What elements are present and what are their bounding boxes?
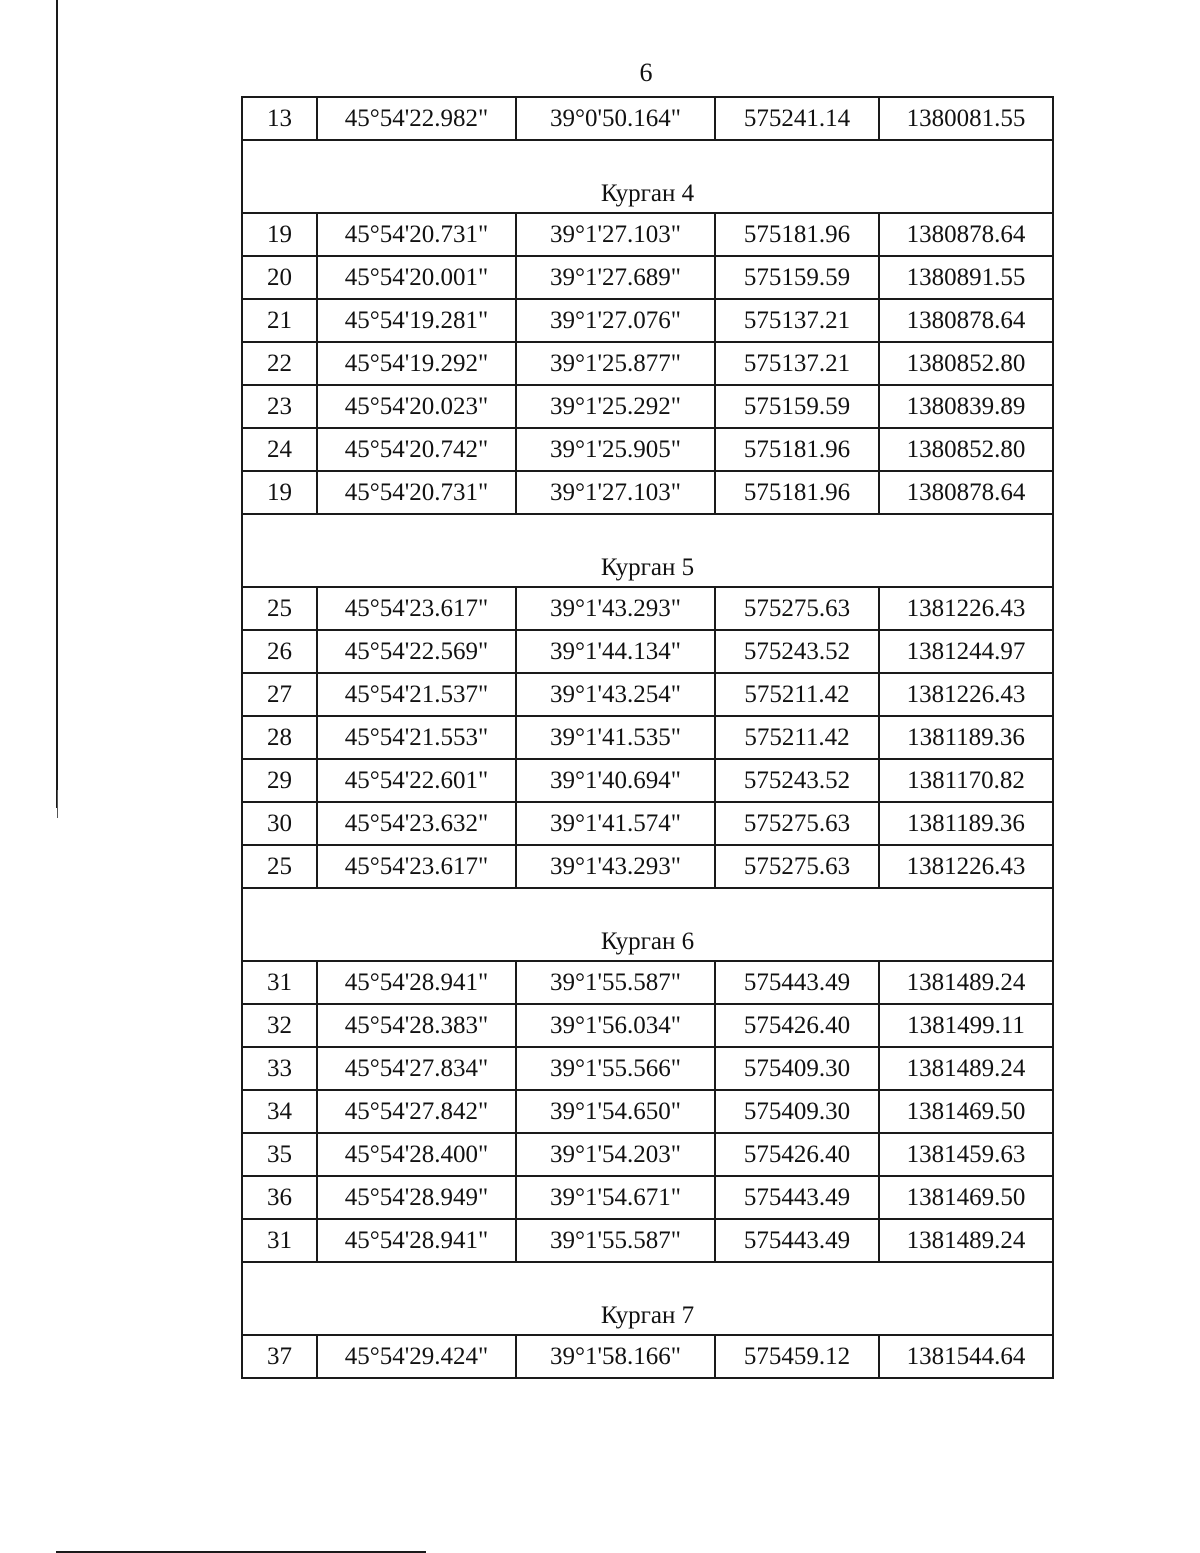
point-number-cell: 26: [242, 630, 317, 673]
y-coordinate-cell: 1380852.80: [879, 428, 1053, 471]
point-number-cell: 19: [242, 213, 317, 256]
latitude-cell: 45°54'28.941": [317, 961, 516, 1004]
table-row: [242, 299, 1053, 342]
latitude-cell: 45°54'27.834": [317, 1047, 516, 1090]
longitude-cell: 39°1'43.293": [516, 587, 715, 630]
longitude-cell: 39°1'56.034": [516, 1004, 715, 1047]
point-number-cell: 28: [242, 716, 317, 759]
y-coordinate-cell: 1381244.97: [879, 630, 1053, 673]
point-number-cell: 25: [242, 587, 317, 630]
y-coordinate-cell: 1381459.63: [879, 1133, 1053, 1176]
latitude-cell: 45°54'20.001": [317, 256, 516, 299]
table-row: [242, 716, 1053, 759]
point-number-cell: 24: [242, 428, 317, 471]
point-number-cell: 19: [242, 471, 317, 514]
longitude-cell: 39°1'54.671": [516, 1176, 715, 1219]
page-number: 6: [639, 58, 653, 87]
table-row: [242, 213, 1053, 256]
point-number-cell: 29: [242, 759, 317, 802]
x-coordinate-cell: 575243.52: [715, 630, 879, 673]
latitude-cell: 45°54'27.842": [317, 1090, 516, 1133]
longitude-cell: 39°1'27.076": [516, 299, 715, 342]
x-coordinate-cell: 575181.96: [715, 471, 879, 514]
coordinates-table-body: [242, 97, 1053, 1378]
latitude-cell: 45°54'19.292": [317, 342, 516, 385]
table-row: [242, 1335, 1053, 1378]
table-row: [242, 673, 1053, 716]
latitude-cell: 45°54'20.731": [317, 471, 516, 514]
latitude-cell: 45°54'22.569": [317, 630, 516, 673]
binding-margin-tick: [57, 790, 58, 818]
longitude-cell: 39°1'54.650": [516, 1090, 715, 1133]
table-row: [242, 587, 1053, 630]
latitude-cell: 45°54'23.617": [317, 587, 516, 630]
x-coordinate-cell: 575443.49: [715, 1219, 879, 1262]
y-coordinate-cell: 1381544.64: [879, 1335, 1053, 1378]
table-row: [242, 759, 1053, 802]
section-header-row: [242, 1262, 1053, 1335]
table-row: [242, 342, 1053, 385]
latitude-cell: 45°54'29.424": [317, 1335, 516, 1378]
longitude-cell: 39°1'58.166": [516, 1335, 715, 1378]
x-coordinate-cell: 575159.59: [715, 385, 879, 428]
latitude-cell: 45°54'20.742": [317, 428, 516, 471]
longitude-cell: 39°1'41.574": [516, 802, 715, 845]
table-row: [242, 1133, 1053, 1176]
section-header-row: [242, 888, 1053, 961]
table-row: [242, 1176, 1053, 1219]
longitude-cell: 39°1'25.292": [516, 385, 715, 428]
point-number-cell: 27: [242, 673, 317, 716]
table-row: [242, 845, 1053, 888]
y-coordinate-cell: 1381469.50: [879, 1176, 1053, 1219]
point-number-cell: 20: [242, 256, 317, 299]
point-number-cell: 32: [242, 1004, 317, 1047]
longitude-cell: 39°1'25.877": [516, 342, 715, 385]
y-coordinate-cell: 1381226.43: [879, 673, 1053, 716]
y-coordinate-cell: 1381469.50: [879, 1090, 1053, 1133]
latitude-cell: 45°54'19.281": [317, 299, 516, 342]
y-coordinate-cell: 1381226.43: [879, 587, 1053, 630]
y-coordinate-cell: 1381489.24: [879, 961, 1053, 1004]
longitude-cell: 39°1'27.689": [516, 256, 715, 299]
longitude-cell: 39°1'25.905": [516, 428, 715, 471]
section-title: Курган 4: [242, 140, 1053, 213]
x-coordinate-cell: 575241.14: [715, 97, 879, 140]
longitude-cell: 39°1'43.293": [516, 845, 715, 888]
section-title: Курган 7: [242, 1262, 1053, 1335]
point-number-cell: 35: [242, 1133, 317, 1176]
longitude-cell: 39°1'41.535": [516, 716, 715, 759]
latitude-cell: 45°54'23.617": [317, 845, 516, 888]
longitude-cell: 39°1'27.103": [516, 213, 715, 256]
x-coordinate-cell: 575443.49: [715, 1176, 879, 1219]
y-coordinate-cell: 1380878.64: [879, 471, 1053, 514]
x-coordinate-cell: 575211.42: [715, 716, 879, 759]
point-number-cell: 36: [242, 1176, 317, 1219]
y-coordinate-cell: 1381226.43: [879, 845, 1053, 888]
x-coordinate-cell: 575459.12: [715, 1335, 879, 1378]
longitude-cell: 39°1'55.566": [516, 1047, 715, 1090]
latitude-cell: 45°54'21.553": [317, 716, 516, 759]
y-coordinate-cell: 1380081.55: [879, 97, 1053, 140]
x-coordinate-cell: 575137.21: [715, 342, 879, 385]
section-title: Курган 6: [242, 888, 1053, 961]
table-row: [242, 428, 1053, 471]
longitude-cell: 39°0'50.164": [516, 97, 715, 140]
longitude-cell: 39°1'27.103": [516, 471, 715, 514]
x-coordinate-cell: 575243.52: [715, 759, 879, 802]
section-title: Курган 5: [242, 514, 1053, 587]
latitude-cell: 45°54'23.632": [317, 802, 516, 845]
x-coordinate-cell: 575275.63: [715, 845, 879, 888]
latitude-cell: 45°54'20.731": [317, 213, 516, 256]
x-coordinate-cell: 575211.42: [715, 673, 879, 716]
table-row: [242, 630, 1053, 673]
point-number-cell: 23: [242, 385, 317, 428]
longitude-cell: 39°1'54.203": [516, 1133, 715, 1176]
y-coordinate-cell: 1381189.36: [879, 802, 1053, 845]
point-number-cell: 33: [242, 1047, 317, 1090]
longitude-cell: 39°1'55.587": [516, 1219, 715, 1262]
coordinates-table: [241, 96, 1054, 1379]
latitude-cell: 45°54'28.949": [317, 1176, 516, 1219]
x-coordinate-cell: 575181.96: [715, 428, 879, 471]
longitude-cell: 39°1'40.694": [516, 759, 715, 802]
latitude-cell: 45°54'20.023": [317, 385, 516, 428]
x-coordinate-cell: 575409.30: [715, 1090, 879, 1133]
y-coordinate-cell: 1381489.24: [879, 1047, 1053, 1090]
latitude-cell: 45°54'28.400": [317, 1133, 516, 1176]
x-coordinate-cell: 575275.63: [715, 802, 879, 845]
point-number-cell: 34: [242, 1090, 317, 1133]
y-coordinate-cell: 1380852.80: [879, 342, 1053, 385]
y-coordinate-cell: 1381489.24: [879, 1219, 1053, 1262]
latitude-cell: 45°54'22.982": [317, 97, 516, 140]
point-number-cell: 22: [242, 342, 317, 385]
y-coordinate-cell: 1380878.64: [879, 299, 1053, 342]
y-coordinate-cell: 1380878.64: [879, 213, 1053, 256]
x-coordinate-cell: 575159.59: [715, 256, 879, 299]
point-number-cell: 37: [242, 1335, 317, 1378]
point-number-cell: 30: [242, 802, 317, 845]
section-header-row: [242, 514, 1053, 587]
table-row: [242, 385, 1053, 428]
table-row: [242, 1047, 1053, 1090]
y-coordinate-cell: 1380891.55: [879, 256, 1053, 299]
latitude-cell: 45°54'28.383": [317, 1004, 516, 1047]
point-number-cell: 25: [242, 845, 317, 888]
section-header-row: [242, 140, 1053, 213]
y-coordinate-cell: 1380839.89: [879, 385, 1053, 428]
longitude-cell: 39°1'44.134": [516, 630, 715, 673]
table-row: [242, 961, 1053, 1004]
x-coordinate-cell: 575181.96: [715, 213, 879, 256]
point-number-cell: 21: [242, 299, 317, 342]
table-row: [242, 97, 1053, 140]
latitude-cell: 45°54'22.601": [317, 759, 516, 802]
longitude-cell: 39°1'43.254": [516, 673, 715, 716]
x-coordinate-cell: 575409.30: [715, 1047, 879, 1090]
table-row: [242, 1219, 1053, 1262]
table-row: [242, 802, 1053, 845]
x-coordinate-cell: 575137.21: [715, 299, 879, 342]
y-coordinate-cell: 1381170.82: [879, 759, 1053, 802]
x-coordinate-cell: 575275.63: [715, 587, 879, 630]
x-coordinate-cell: 575426.40: [715, 1133, 879, 1176]
point-number-cell: 31: [242, 1219, 317, 1262]
y-coordinate-cell: 1381189.36: [879, 716, 1053, 759]
latitude-cell: 45°54'28.941": [317, 1219, 516, 1262]
x-coordinate-cell: 575443.49: [715, 961, 879, 1004]
point-number-cell: 13: [242, 97, 317, 140]
binding-margin-line: [56, 0, 58, 808]
point-number-cell: 31: [242, 961, 317, 1004]
y-coordinate-cell: 1381499.11: [879, 1004, 1053, 1047]
table-row: [242, 256, 1053, 299]
table-row: [242, 471, 1053, 514]
x-coordinate-cell: 575426.40: [715, 1004, 879, 1047]
table-row: [242, 1004, 1053, 1047]
longitude-cell: 39°1'55.587": [516, 961, 715, 1004]
table-row: [242, 1090, 1053, 1133]
latitude-cell: 45°54'21.537": [317, 673, 516, 716]
